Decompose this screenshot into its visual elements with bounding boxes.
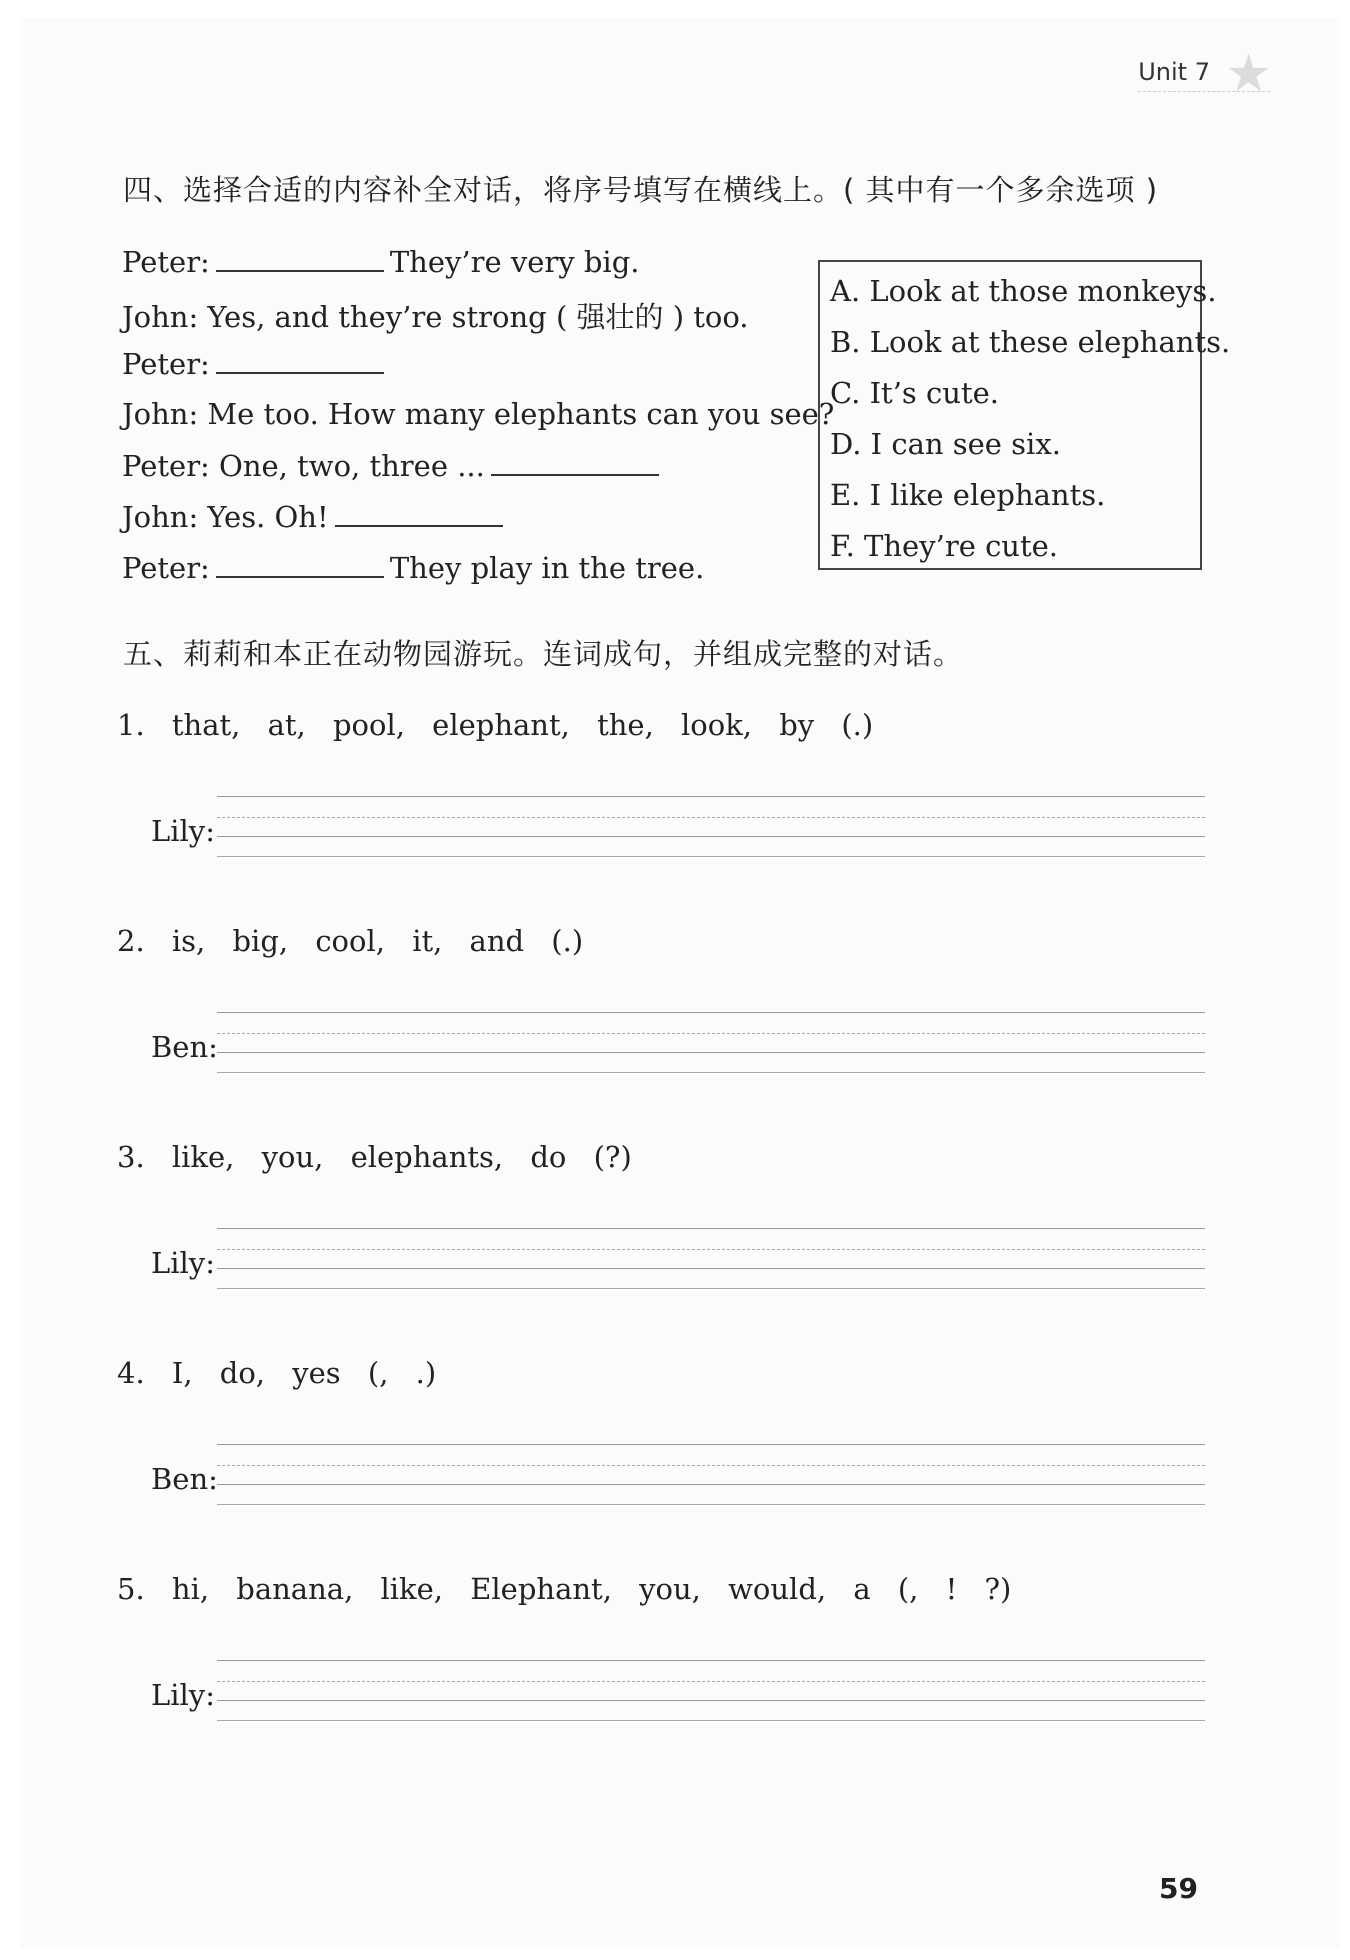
dialog-line-5 <box>122 448 665 483</box>
answer-row-3[interactable] <box>145 1222 1205 1292</box>
dialog-text: They play in the tree. <box>389 551 705 585</box>
dialog-speaker: Peter: One, two, three ... <box>122 449 485 483</box>
answer-speaker: Ben: <box>151 1030 218 1064</box>
question-1-words: 1. that, at, pool, elephant, the, look, by (.) <box>117 708 874 742</box>
writing-lines[interactable] <box>217 1222 1205 1292</box>
answer-speaker: Lily: <box>151 1678 215 1712</box>
option-b: B. Look at these elephants. <box>830 325 1231 359</box>
question-2-words: 2. is, big, cool, it, and (.) <box>117 924 584 958</box>
writing-lines[interactable] <box>217 1438 1205 1508</box>
dialog-speaker: Peter: <box>122 347 210 381</box>
answer-speaker: Lily: <box>151 1246 215 1280</box>
dialog-line-7 <box>122 550 704 585</box>
option-a: A. Look at those monkeys. <box>830 274 1217 308</box>
answer-speaker: Lily: <box>151 814 215 848</box>
answer-blank[interactable] <box>335 499 503 527</box>
answer-row-4[interactable] <box>145 1438 1205 1508</box>
answer-blank[interactable] <box>216 244 384 272</box>
dialog-text: They’re very big. <box>389 245 640 279</box>
writing-lines[interactable] <box>217 790 1205 860</box>
unit-header <box>1138 58 1210 86</box>
dialog-speaker: John: Yes. Oh! <box>122 500 329 534</box>
dialog-line-1 <box>122 244 640 279</box>
dialog-speaker: Peter: <box>122 551 210 585</box>
option-e: E. I like elephants. <box>830 478 1106 512</box>
section-5-title: 五、莉莉和本正在动物园游玩。连词成句，并组成完整的对话。 <box>123 637 964 671</box>
option-d: D. I can see six. <box>830 427 1061 461</box>
answer-speaker: Ben: <box>151 1462 218 1496</box>
page-number: 59 <box>1159 1872 1198 1905</box>
answer-row-2[interactable] <box>145 1006 1205 1076</box>
answer-row-5[interactable] <box>145 1654 1205 1724</box>
section-4-title: 四、选择合适的内容补全对话，将序号填写在横线上。( 其中有一个多余选项 ) <box>123 173 1159 207</box>
dialog-line-2: John: Yes, and they’re strong ( 强壮的 ) too. <box>122 300 749 334</box>
answer-blank[interactable] <box>216 550 384 578</box>
unit-label: Unit 7 <box>1138 58 1210 86</box>
writing-lines[interactable] <box>217 1654 1205 1724</box>
answer-blank[interactable] <box>216 346 384 374</box>
answer-row-1[interactable] <box>145 790 1205 860</box>
dialog-speaker: Peter: <box>122 245 210 279</box>
dialog-line-6 <box>122 499 509 534</box>
option-f: F. They’re cute. <box>830 529 1059 563</box>
writing-lines[interactable] <box>217 1006 1205 1076</box>
question-5-words: 5. hi, banana, like, Elephant, you, would, a (, ! ?) <box>117 1572 1012 1606</box>
dialog-line-3 <box>122 346 390 381</box>
star-icon: ★ <box>1225 44 1272 104</box>
question-3-words: 3. like, you, elephants, do (?) <box>117 1140 632 1174</box>
option-c: C. It’s cute. <box>830 376 999 410</box>
options-box <box>818 260 1231 570</box>
answer-blank[interactable] <box>491 448 659 476</box>
question-4-words: 4. I, do, yes (, .) <box>117 1356 437 1390</box>
dialog-line-4: John: Me too. How many elephants can you see? <box>122 397 835 431</box>
